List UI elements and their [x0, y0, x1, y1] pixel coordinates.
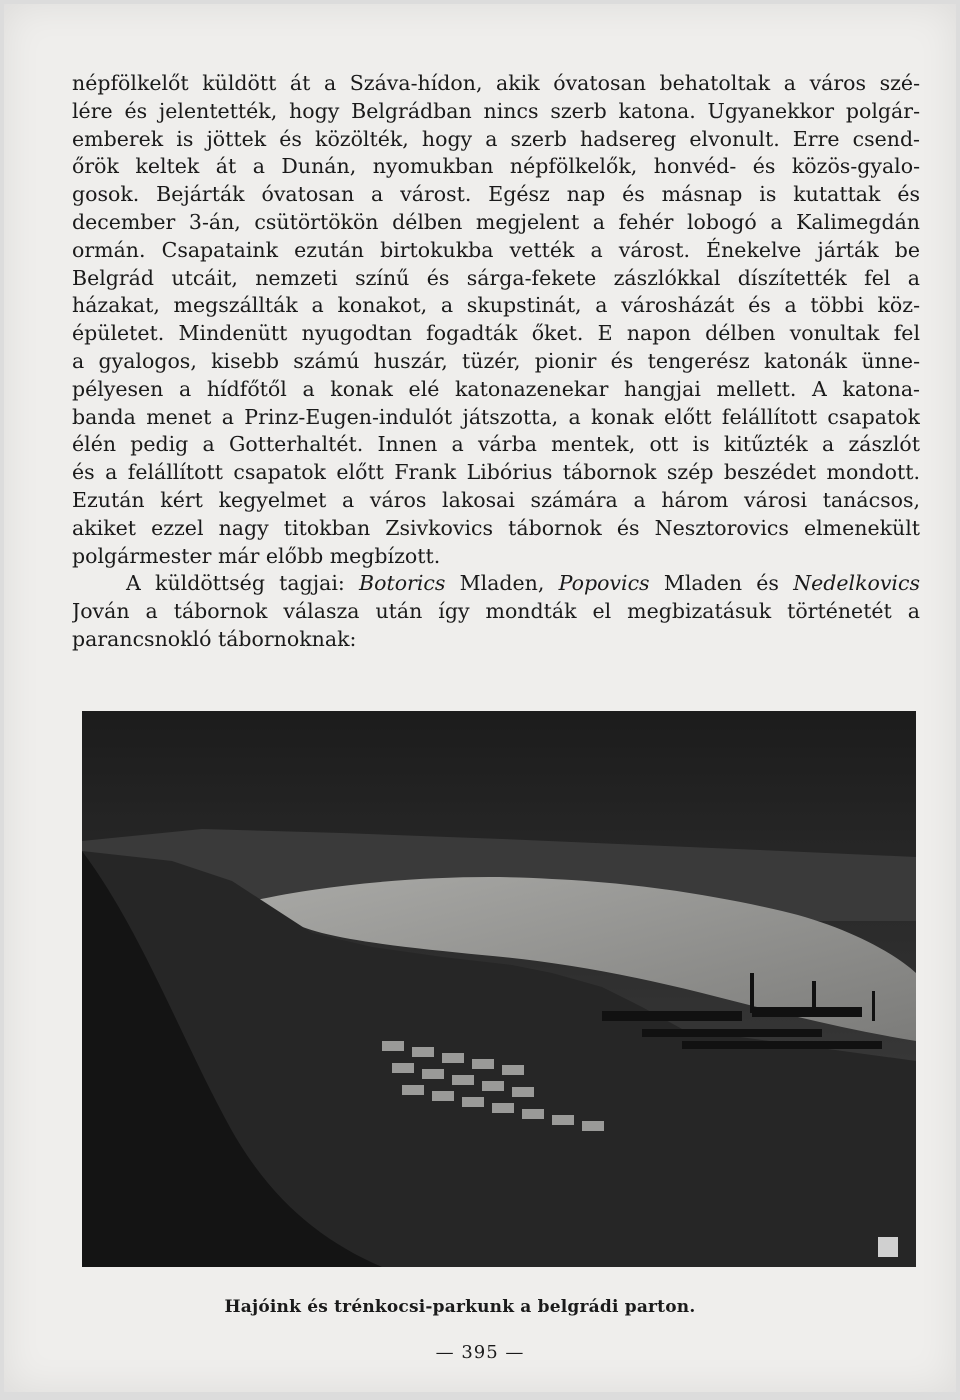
text-line: épületet. Mindenütt nyugodtan fogadták őket. E napon délben vonultak fel: [72, 321, 920, 346]
photo-caption: Hajóink és trénkocsi-parkunk a belgrádi parton.: [224, 1297, 696, 1317]
delegate-name: Botorics: [359, 571, 446, 596]
body-text: [72, 70, 920, 654]
text-line: banda menet a Prinz-Eugen-indulót játszotta, a konak előtt felállított csapatok: [72, 404, 920, 429]
text-line: népfölkelőt küldött át a Száva-hídon, akik óvatosan behatoltak a város szé-: [72, 71, 920, 95]
text-line: őrök keltek át a Dunán, nyomukban népfölkelők, honvéd- és közös-gyalo-: [72, 154, 920, 179]
text-line: házakat, megszállták a konakot, a skupstinát, a városházát és a többi köz-: [72, 293, 920, 318]
delegate-given: Mladen és: [663, 571, 779, 596]
text-line: Belgrád utcáit, nemzeti színű és sárga-fekete zászlókkal díszítették fel a: [72, 265, 920, 290]
text-line: lére és jelentették, hogy Belgrádban nincs szerb katona. Ugyanekkor polgár-: [72, 98, 920, 123]
text-line: gosok. Bejárták óvatosan a várost. Egész nap és másnap is kutattak és: [72, 182, 920, 207]
text-line: a gyalogos, kisebb számú huszár, tüzér, pionir és tengerész katonák ünne-: [72, 348, 920, 373]
text-line: akiket ezzel nagy titokban Zsivkovics tábornok és Nesztorovics elmenekült: [72, 515, 920, 540]
delegate-name: Nedelkovics: [793, 571, 920, 596]
delegate-name: Popovics: [558, 571, 650, 596]
text-line: pélyesen a hídfőtől a konak elé katonazenekar hangjai mellett. A katona-: [72, 376, 920, 401]
delegation-line: [72, 570, 920, 598]
photo-illustration: [82, 711, 916, 1267]
river-harbor-photo: [82, 711, 916, 1267]
text-line: élén pedig a Gotterhaltét. Innen a várba mentek, ott is kitűzték a zászlót: [72, 432, 920, 457]
photographer-mark: [878, 1237, 898, 1257]
delegation-intro: A küldöttség tagjai:: [126, 571, 345, 596]
text-line: parancsnokló tábornoknak:: [72, 626, 357, 651]
text-line: polgármester már előbb megbízott.: [72, 543, 441, 568]
text-line: és a felállított csapatok előtt Frank Libórius tábornok szép beszédet mondott.: [72, 460, 920, 485]
text-line: emberek is jöttek és közölték, hogy a szerb hadsereg elvonult. Erre csend-: [72, 126, 920, 151]
document-page: [4, 4, 956, 1392]
text-line: december 3-án, csütörtökön délben megjelent a fehér lobogó a Kalimegdán: [72, 209, 920, 234]
page-number: — 395 —: [435, 1342, 525, 1363]
text-line: Jován a tábornok válasza után így mondták el megbizatásuk történetét a: [72, 599, 920, 624]
delegate-given: Mladen,: [459, 571, 545, 596]
text-line: Ezután kért kegyelmet a város lakosai számára a három városi tanácsos,: [72, 487, 920, 512]
text-line: ormán. Csapataink ezután birtokukba vették a várost. Énekelve járták be: [72, 237, 920, 262]
